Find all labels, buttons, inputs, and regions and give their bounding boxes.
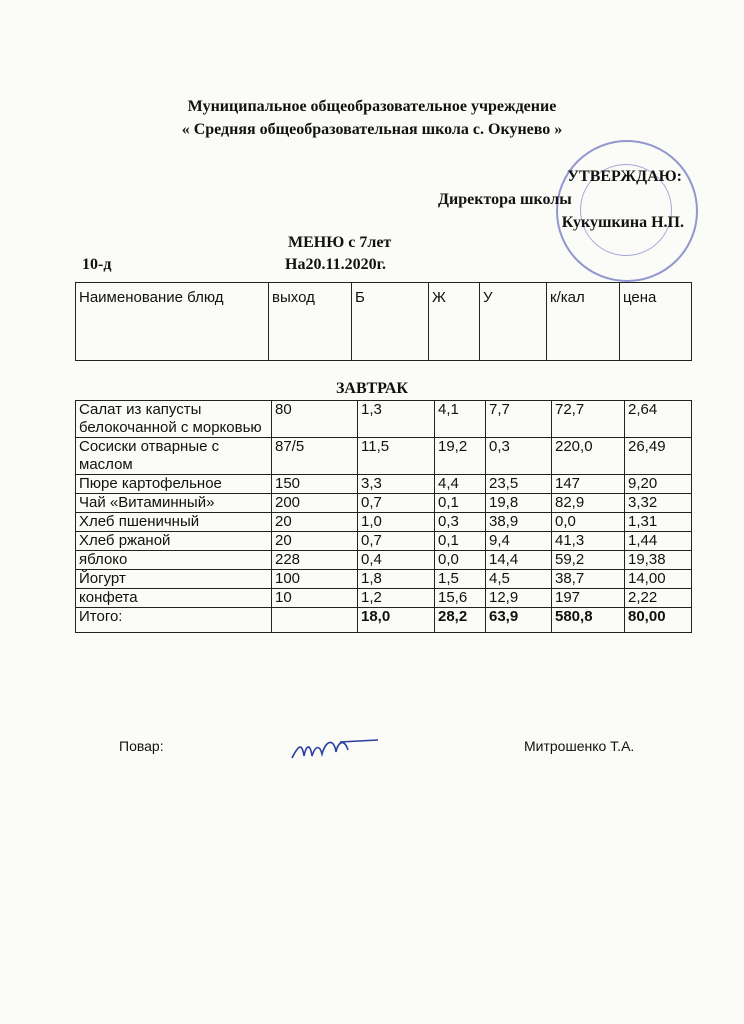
table-cell-price: 19,38 (625, 551, 692, 570)
table-cell-price: 14,00 (625, 570, 692, 589)
table-cell-zh: 0,1 (435, 494, 486, 513)
table-cell-b: 1,2 (358, 589, 435, 608)
table-cell-u: 4,5 (486, 570, 552, 589)
table-cell-u: 9,4 (486, 532, 552, 551)
menu-code: 10-д (82, 256, 112, 273)
table-cell-name: Пюре картофельное (76, 475, 272, 494)
table-cell-price: 1,44 (625, 532, 692, 551)
table-cell-zh: 4,4 (435, 475, 486, 494)
table-cell-b: 1,8 (358, 570, 435, 589)
table-cell-price: 26,49 (625, 438, 692, 475)
table-cell-price: 3,32 (625, 494, 692, 513)
table-row (76, 438, 692, 475)
table-cell-name: Салат из капусты белокочанной с морковью (76, 401, 272, 438)
total-cell-price: 80,00 (625, 608, 692, 633)
table-row (76, 513, 692, 532)
table-row (76, 532, 692, 551)
table-cell-kcal: 197 (552, 589, 625, 608)
menu-table (75, 400, 692, 633)
table-cell-out: 228 (272, 551, 358, 570)
table-cell-u: 38,9 (486, 513, 552, 532)
approval-role: Директора школы (438, 191, 572, 208)
table-cell-out: 100 (272, 570, 358, 589)
table-cell-zh: 19,2 (435, 438, 486, 475)
total-cell-zh: 28,2 (435, 608, 486, 633)
signature-icon (290, 728, 380, 768)
table-cell-zh: 1,5 (435, 570, 486, 589)
school-name-line2: « Средняя общеобразовательная школа с. Окунево » (181, 121, 563, 138)
table-cell-b: 11,5 (358, 438, 435, 475)
table-cell-out: 10 (272, 589, 358, 608)
table-cell-name: Хлеб пшеничный (76, 513, 272, 532)
table-cell-out: 80 (272, 401, 358, 438)
total-cell-kcal: 580,8 (552, 608, 625, 633)
cook-name: Митрошенко Т.А. (524, 738, 635, 754)
approval-name: Кукушкина Н.П. (561, 214, 684, 231)
table-row (76, 401, 692, 438)
table-row (76, 551, 692, 570)
column-header: Б (352, 283, 429, 361)
table-cell-kcal: 59,2 (552, 551, 625, 570)
table-cell-kcal: 82,9 (552, 494, 625, 513)
column-header: к/кал (547, 283, 620, 361)
columns-header-table (75, 282, 692, 361)
table-cell-zh: 4,1 (435, 401, 486, 438)
menu-date: На20.11.2020г. (285, 256, 387, 273)
table-cell-price: 2,64 (625, 401, 692, 438)
table-cell-price: 2,22 (625, 589, 692, 608)
table-cell-kcal: 38,7 (552, 570, 625, 589)
cook-label: Повар: (119, 738, 164, 754)
column-header: У (480, 283, 547, 361)
total-cell-out (272, 608, 358, 633)
table-cell-kcal: 147 (552, 475, 625, 494)
menu-title: МЕНЮ с 7лет (288, 234, 392, 251)
total-cell-u: 63,9 (486, 608, 552, 633)
table-cell-u: 23,5 (486, 475, 552, 494)
table-cell-b: 0,7 (358, 494, 435, 513)
total-row (76, 608, 692, 633)
table-row (76, 475, 692, 494)
table-cell-b: 1,0 (358, 513, 435, 532)
table-cell-u: 0,3 (486, 438, 552, 475)
table-cell-out: 200 (272, 494, 358, 513)
table-row (76, 589, 692, 608)
table-cell-out: 150 (272, 475, 358, 494)
table-cell-name: Йогурт (76, 570, 272, 589)
table-cell-b: 1,3 (358, 401, 435, 438)
table-cell-u: 19,8 (486, 494, 552, 513)
table-row (76, 570, 692, 589)
table-cell-price: 1,31 (625, 513, 692, 532)
table-cell-u: 7,7 (486, 401, 552, 438)
column-header: Наименование блюд (76, 283, 269, 361)
table-cell-zh: 0,1 (435, 532, 486, 551)
table-cell-name: конфета (76, 589, 272, 608)
column-header: Ж (429, 283, 480, 361)
total-cell-b: 18,0 (358, 608, 435, 633)
table-row (76, 283, 692, 361)
table-cell-zh: 0,3 (435, 513, 486, 532)
table-cell-b: 3,3 (358, 475, 435, 494)
table-cell-zh: 15,6 (435, 589, 486, 608)
total-cell-label: Итого: (76, 608, 272, 633)
table-cell-b: 0,4 (358, 551, 435, 570)
section-title: ЗАВТРАК (335, 380, 408, 397)
table-cell-price: 9,20 (625, 475, 692, 494)
table-cell-kcal: 220,0 (552, 438, 625, 475)
table-cell-name: Хлеб ржаной (76, 532, 272, 551)
approval-title: УТВЕРЖДАЮ: (567, 168, 682, 185)
column-header: выход (269, 283, 352, 361)
table-row (76, 494, 692, 513)
table-cell-out: 20 (272, 513, 358, 532)
table-cell-u: 14,4 (486, 551, 552, 570)
school-name-line1: Муниципальное общеобразовательное учреждение (187, 98, 557, 115)
table-cell-u: 12,9 (486, 589, 552, 608)
table-cell-kcal: 72,7 (552, 401, 625, 438)
table-cell-out: 87/5 (272, 438, 358, 475)
table-cell-b: 0,7 (358, 532, 435, 551)
official-seal-icon (556, 140, 698, 282)
table-cell-name: яблоко (76, 551, 272, 570)
table-cell-name: Сосиски отварные с маслом (76, 438, 272, 475)
table-cell-name: Чай «Витаминный» (76, 494, 272, 513)
table-cell-zh: 0,0 (435, 551, 486, 570)
table-cell-kcal: 41,3 (552, 532, 625, 551)
table-cell-out: 20 (272, 532, 358, 551)
table-cell-kcal: 0,0 (552, 513, 625, 532)
column-header: цена (620, 283, 692, 361)
